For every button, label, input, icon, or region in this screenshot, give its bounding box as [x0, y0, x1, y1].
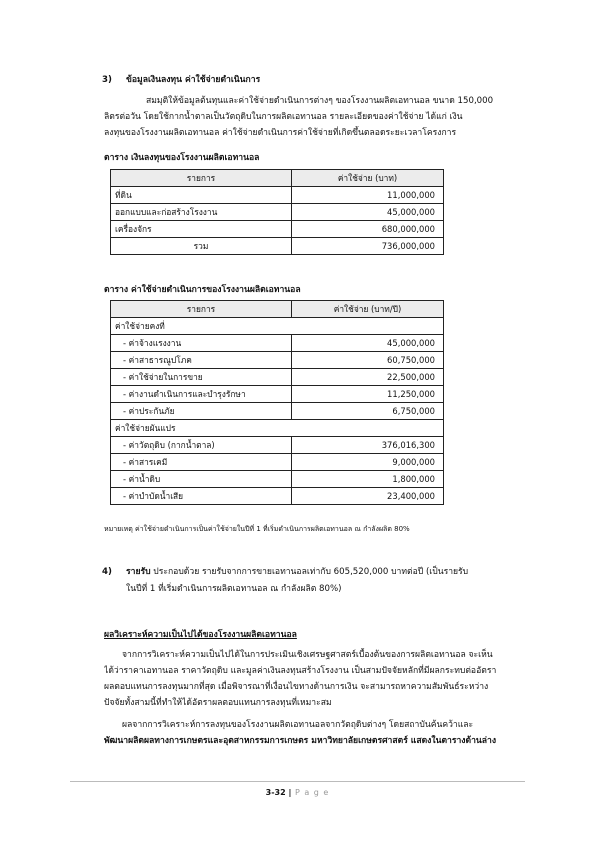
section-4-line-1 [126, 565, 526, 580]
row-cost: 680,000,000 [292, 221, 444, 238]
section-3-number: 3) [102, 75, 112, 85]
table-row [111, 454, 444, 471]
row-item: - ค่าสาธารณูปโภค [111, 352, 292, 369]
column-header-item: รายการ [111, 170, 292, 187]
group-row-fixed [111, 318, 444, 335]
revenue-label: รายรับ [126, 567, 151, 577]
table-row [111, 221, 444, 238]
operating-cost-table [110, 300, 444, 505]
section-3-para-line-2: ลิตรต่อวัน โดยใช้กากน้ำตาลเป็นวัตถุดิบในการผลิตเอทานอล รายละเอียดของค่าใช้จ่าย ได้แก่ เงิน [104, 112, 463, 122]
revenue-text: ประกอบด้วย รายรับจากการขายเอทานอลเท่ากับ 605,520,000 บาทต่อปี (เป็นรายรับ [150, 567, 469, 577]
section-4-number: 4) [102, 567, 112, 577]
section-3-para-line-3: ลงทุนของโรงงานผลิตเอทานอล ค่าใช้จ่ายดำเนินการค่าใช้จ่ายที่เกิดขึ้นตลอดระยะเวลาโครงการ [104, 128, 457, 138]
row-item: - ค่าใช้จ่ายในการขาย [111, 369, 292, 386]
row-item: - ค่าวัตถุดิบ (กากน้ำตาล) [111, 437, 292, 454]
table-row [111, 403, 444, 420]
column-header-cost: ค่าใช้จ่าย (บาท) [292, 170, 444, 187]
table-header-row [111, 301, 444, 318]
table-row [111, 335, 444, 352]
table-row [111, 187, 444, 204]
table-2-caption: ตาราง ค่าใช้จ่ายดำเนินการของโรงงานผลิตเอทานอล [104, 285, 301, 295]
table-total-row [111, 238, 444, 255]
group-label-variable: ค่าใช้จ่ายผันแปร [111, 420, 444, 437]
total-label: รวม [111, 238, 292, 255]
row-cost: 6,750,000 [292, 403, 444, 420]
total-cost: 736,000,000 [292, 238, 444, 255]
section-3-heading: ข้อมูลเงินลงทุน ค่าใช้จ่ายดำเนินการ [126, 75, 261, 85]
analysis-para1-line-3: ผลตอบแทนการลงทุนมากที่สุด เมื่อพิจารณาที่เงื่อนไขทางด้านการเงิน จะสามารถหาความสัมพันธ์ระหว่าง [104, 682, 489, 692]
page-word: P a g e [291, 788, 330, 797]
page-number: 3-32 | [265, 788, 292, 797]
row-cost: 11,000,000 [292, 187, 444, 204]
section-4-line-2: ในปีที่ 1 ที่เริ่มดำเนินการผลิตเอทานอล ณ กำลังผลิต 80%) [126, 584, 342, 594]
row-cost: 23,400,000 [292, 488, 444, 505]
column-header-item: รายการ [111, 301, 292, 318]
investment-table [110, 169, 444, 255]
analysis-para1-line-1: จากการวิเคราะห์ความเป็นไปได้ในการประเมินเชิงเศรษฐศาสตร์เบื้องต้นของการผลิตเอทานอล จะเห็น [122, 650, 493, 660]
row-cost: 45,000,000 [292, 335, 444, 352]
section-3-para-line-1: สมมุติให้ข้อมูลต้นทุนและค่าใช้จ่ายดำเนินการต่างๆ ของโรงงานผลิตเอทานอล ขนาด 150,000 [146, 96, 494, 106]
table-row [111, 386, 444, 403]
row-item: - ค่างานดำเนินการและบำรุงรักษา [111, 386, 292, 403]
row-item: ออกแบบและก่อสร้างโรงงาน [111, 204, 292, 221]
row-item: - ค่าประกันภัย [111, 403, 292, 420]
row-item: ที่ดิน [111, 187, 292, 204]
row-item: เครื่องจักร [111, 221, 292, 238]
row-item: - ค่าจ้างแรงงาน [111, 335, 292, 352]
row-cost: 376,016,300 [292, 437, 444, 454]
analysis-para1-line-4: ปัจจัยทั้งสามนี้ที่ทำให้ได้อัตราผลตอบแทนการลงทุนที่เหมาะสม [104, 698, 332, 708]
column-header-cost: ค่าใช้จ่าย (บาท/ปี) [292, 301, 444, 318]
table-row [111, 437, 444, 454]
table-2-note: หมายเหตุ ค่าใช้จ่ายดำเนินการเป็นค่าใช้จ่ายในปีที่ 1 ที่เริ่มดำเนินการผลิตเอทานอล ณ กำลังผลิต 80% [104, 525, 410, 533]
row-item: - ค่าสารเคมี [111, 454, 292, 471]
row-cost: 11,250,000 [292, 386, 444, 403]
row-item: - ค่าน้ำดิบ [111, 471, 292, 488]
group-label-fixed: ค่าใช้จ่ายคงที่ [111, 318, 444, 335]
row-cost: 45,000,000 [292, 204, 444, 221]
analysis-para1-line-2: ได้ว่าราคาเอทานอล ราคาวัตถุดิบ และมูลค่าเงินลงทุนสร้างโรงงาน เป็นสามปัจจัยหลักที่มีผลกระทบต่ออัตรา [104, 666, 497, 676]
row-cost: 1,800,000 [292, 471, 444, 488]
table-row [111, 488, 444, 505]
row-cost: 22,500,000 [292, 369, 444, 386]
page-footer [0, 788, 595, 797]
row-item: - ค่าบำบัดน้ำเสีย [111, 488, 292, 505]
table-1-caption: ตาราง เงินลงทุนของโรงงานผลิตเอทานอล [104, 153, 260, 163]
analysis-para2-line-2: พัฒนาผลิตผลทางการเกษตรและอุตสาหกรรมการเกษตร มหาวิทยาลัยเกษตรศาสตร์ แสดงในตารางด้านล่าง [104, 736, 497, 746]
table-row [111, 369, 444, 386]
row-cost: 60,750,000 [292, 352, 444, 369]
table-row [111, 204, 444, 221]
table-row [111, 471, 444, 488]
group-row-variable [111, 420, 444, 437]
row-cost: 9,000,000 [292, 454, 444, 471]
analysis-para2-line-1: ผลจากการวิเคราะห์การลงทุนของโรงงานผลิตเอทานอลจากวัตถุดิบต่างๆ โดยสถาบันค้นคว้าและ [122, 720, 474, 730]
footer-divider [70, 781, 525, 782]
table-row [111, 352, 444, 369]
analysis-heading: ผลวิเคราะห์ความเป็นไปได้ของโรงงานผลิตเอทานอล [104, 630, 297, 640]
table-header-row [111, 170, 444, 187]
